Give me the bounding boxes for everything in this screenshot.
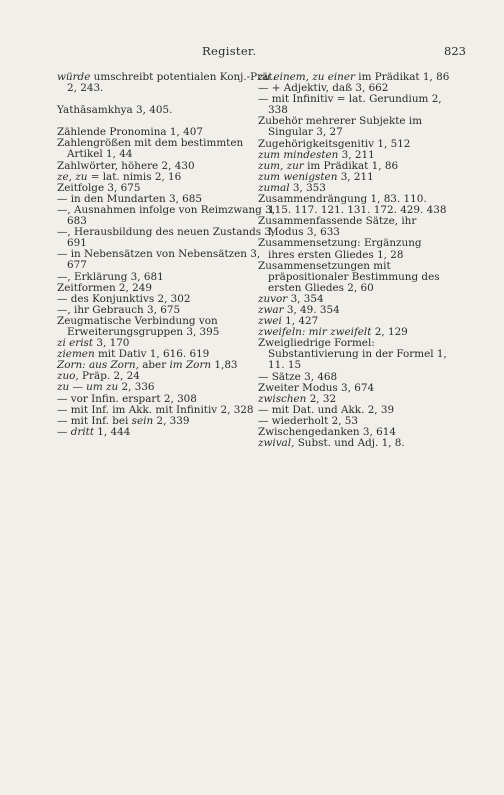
index-entry: Zweiter Modus 3, 674 — [258, 381, 375, 394]
index-entry: zwar 3, 49. 354 — [258, 303, 340, 316]
index-entry: ze, zu = lat. nimis 2, 16 — [57, 170, 182, 183]
index-entry: — mit Infinitiv = lat. Gerundium 2, 338 — [258, 93, 442, 117]
index-entry: Zweigliedrige Formel: Substantivierung in der Formel 1, 11. 15 — [258, 337, 447, 372]
index-entry: Zahlwörter, höhere 2, 430 — [57, 159, 195, 172]
index-entry: — mit Inf. bei sein 2, 339 — [57, 414, 190, 427]
index-entry: —, ihr Gebrauch 3, 675 — [57, 303, 181, 316]
index-entry: —, Erklärung 3, 681 — [57, 270, 164, 283]
index-entry: — + Adjektiv, daß 3, 662 — [258, 82, 389, 95]
index-entry: — mit Inf. im Akk. mit Infinitiv 2, 328 — [57, 403, 254, 416]
index-entry: — in Nebensätzen von Nebensätzen 3, 677 — [57, 248, 261, 272]
index-entry: — mit Dat. und Akk. 2, 39 — [258, 403, 395, 416]
index-entry: Zusammensetzungen mit präpositionaler Bestimmung des ersten Gliedes 2, 60 — [258, 259, 440, 294]
index-entry: zwei 1, 427 — [258, 315, 319, 328]
index-entry: Zahlengrößen mit dem bestimmten Artikel 1, 44 — [57, 137, 244, 161]
index-entry: — Sätze 3, 468 — [258, 370, 338, 383]
index-entry: Zeugmatische Verbindung von Erweiterungsgruppen 3, 395 — [57, 314, 220, 338]
index-entry: zwival, Subst. und Adj. 1, 8. — [258, 437, 405, 450]
index-entry: —, Herausbildung des neuen Zustands 3, 691 — [57, 226, 275, 250]
index-entry: zum, zur im Prädikat 1, 86 — [258, 159, 399, 172]
index-entry: zum wenigsten 3, 211 — [258, 170, 374, 183]
index-entry: ziemen mit Dativ 1, 616. 619 — [57, 348, 210, 361]
index-entry: Zeitfolge 3, 675 — [57, 181, 141, 194]
index-entry: Zugehörigkeitsgenitiv 1, 512 — [258, 137, 411, 150]
index-entry: Zorn: aus Zorn, aber im Zorn 1,83 — [57, 359, 238, 372]
index-entry: —, Ausnahmen infolge von Reimzwang 3, 683 — [57, 203, 276, 228]
index-entry: Zubehör mehrerer Subjekte im Singular 3, 27 — [258, 115, 423, 139]
index-entry: Zusammendrängung 1, 83. 110. 115. 117. 121. 131. 172. 429. 438 — [258, 193, 447, 217]
index-column-right — [258, 72, 450, 449]
index-entry: zu — um zu 2, 336 — [57, 381, 155, 394]
index-column-left — [57, 72, 277, 438]
index-entry: — des Konjunktivs 2, 302 — [57, 292, 191, 305]
running-title: Register. — [202, 44, 257, 58]
page-number: 823 — [444, 44, 466, 58]
index-entry: zu einem, zu einer im Prädikat 1, 86 — [258, 71, 450, 83]
index-entry: — dritt 1, 444 — [57, 425, 131, 438]
index-entry: zi erist 3, 170 — [57, 337, 130, 350]
index-entry: zum mindesten 3, 211 — [258, 148, 375, 161]
index-entry: zweifeln: mir zweifelt 2, 129 — [258, 326, 408, 339]
page-header — [0, 44, 504, 60]
index-entry: Zusammenfassende Sätze, ihr Modus 3, 633 — [258, 215, 417, 239]
index-entry: zumal 3, 353 — [258, 181, 326, 194]
index-entry: — in den Mundarten 3, 685 — [57, 192, 203, 205]
index-entry: zwischen 2, 32 — [258, 392, 337, 405]
index-entry: Zwischengedanken 3, 614 — [258, 426, 396, 438]
index-entry: Zeitformen 2, 249 — [57, 281, 152, 294]
index-entry: — wiederholt 2, 53 — [258, 414, 359, 427]
index-entry: zuvor 3, 354 — [258, 292, 324, 305]
index-entry: Yathāsamkhya 3, 405. — [57, 104, 173, 117]
index-entry: Zählende Pronomina 1, 407 — [57, 126, 203, 139]
index-entry: würde umschreibt potentialen Konj.-Prät. 2, 243. — [57, 71, 276, 95]
index-entry: zuo, Präp. 2, 24 — [57, 370, 140, 383]
index-entry: — vor Infin. erspart 2, 308 — [57, 392, 197, 405]
index-entry: Zusammensetzung: Ergänzung ihres ersten Gliedes 1, 28 — [258, 237, 422, 261]
